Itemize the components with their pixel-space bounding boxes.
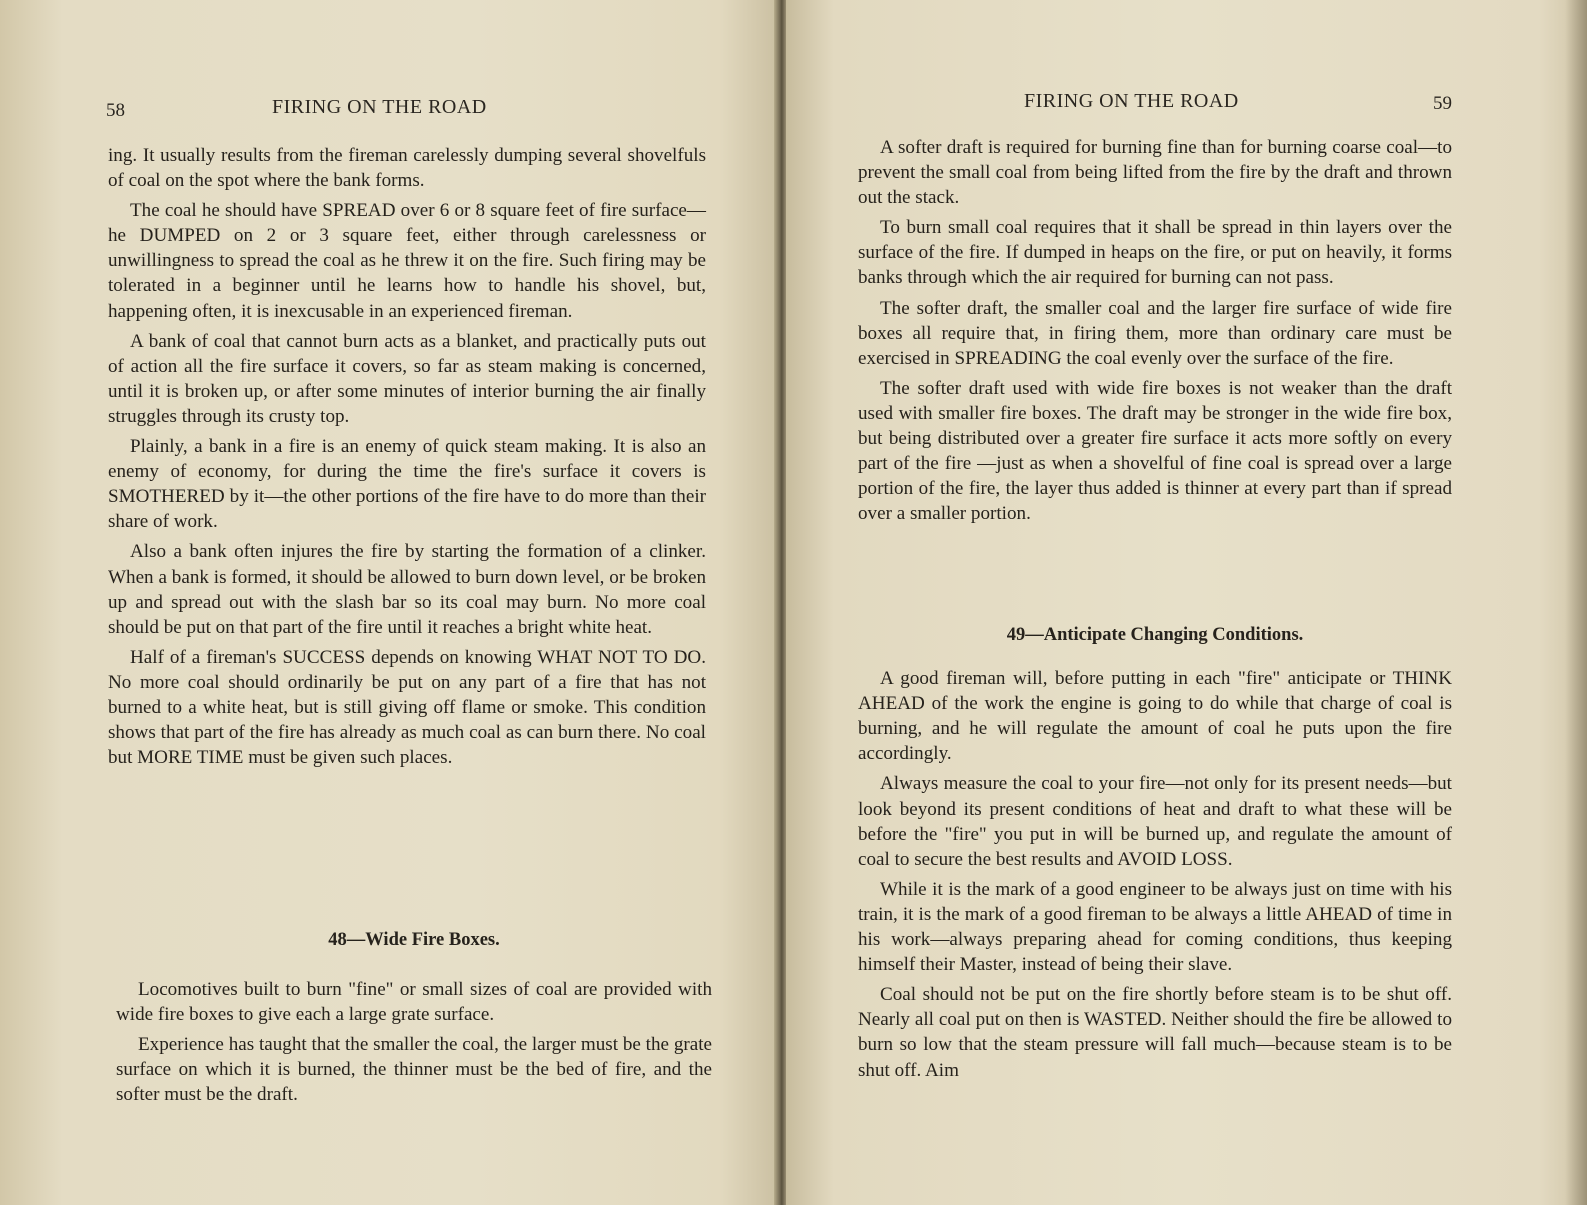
paragraph: The softer draft used with wide fire boxes is not weaker than the draft used with smaller fire boxes. The draft may be stronger in the wide fire box, but being distributed over a greater fire surface it acts more softly on every part of the fire —just as when a shovelful of fine coal is spread over a large portion of the fire, the layer thus added is thinner at every part than if spread over a smaller portion. [858, 377, 1452, 525]
paragraph: The softer draft, the smaller coal and the larger fire surface of wide fire boxes all require that, in firing them, more than ordinary care must be exercised in SPREADING the coal evenly over the surface of the fire. [858, 297, 1452, 369]
section-heading-48: 48—Wide Fire Boxes. [328, 930, 500, 950]
paragraph: The coal he should have SPREAD over 6 or 8 square feet of fire surface—he DUMPED on 2 or 3 square feet, either through carelessness or unwillingness to spread the coal as he threw it on the fire. Such firing may be tolerated in a beginner until he learns how to handle his shovel, but, happening often, it is inexcusable in an experienced fireman. [108, 200, 706, 322]
left-page-number: 58 [106, 100, 125, 121]
paragraph: ing. It usually results from the fireman carelessly dumping several shovelfuls of coal on the spot where the bank forms. [108, 145, 706, 192]
right-section-49 [858, 623, 1452, 1088]
right-body-text [858, 135, 1452, 531]
paragraph: Experience has taught that the smaller the coal, the larger must be the grate surface on which it is burned, the thinner must be the bed of fire, and the softer must be the draft. [116, 1034, 712, 1106]
paragraph: Locomotives built to burn "fine" or small sizes of coal are provided with wide fire boxes to give each a large grate surface. [116, 979, 712, 1026]
paragraph: A bank of coal that cannot burn acts as a blanket, and practically puts out of action all the fire surface it covers, so far as steam making is concerned, until it is broken up, or after some minutes of interior burning the air finally struggles through its crusty top. [108, 330, 706, 427]
right-page [786, 0, 1587, 1205]
left-running-head: FIRING ON THE ROAD [272, 96, 487, 118]
paragraph: Also a bank often injures the fire by starting the formation of a clinker. When a bank is formed, it should be allowed to burn down level, or be broken up and spread out with the slash bar so its coal may burn. No more coal should be put on that part of the fire until it reaches a bright white heat. [108, 541, 706, 638]
page-edge-shadow [1565, 0, 1587, 1205]
paragraph: Always measure the coal to your fire—not only for its present needs—but look beyond its present conditions of heat and draft to what these will be before the "fire" you put in will be burned up, and regulate the amount of coal to secure the best results and AVOID LOSS. [858, 773, 1452, 870]
section-heading-49: 49—Anticipate Changing Conditions. [1006, 625, 1304, 645]
right-running-head: FIRING ON THE ROAD [1024, 90, 1239, 112]
paragraph: A good fireman will, before putting in each "fire" anticipate or THINK AHEAD of the work the engine is going to do while that charge of coal is burning, and he will regulate the amount of coal he puts upon the fire accordingly. [858, 668, 1452, 765]
paragraph: To burn small coal requires that it shall be spread in thin layers over the surface of the fire. If dumped in heaps on the fire, or put on heavily, it forms banks through which the air required for burning can not pass. [858, 217, 1452, 289]
paragraph: Plainly, a bank in a fire is an enemy of quick steam making. It is also an enemy of economy, for during the time the fire's surface it covers is SMOTHERED by it—the other portions of the fire have to do more than their share of work. [108, 436, 706, 533]
paragraph: While it is the mark of a good engineer to be always just on time with his train, it is the mark of a good fireman to be always a little AHEAD of time in his work—always preparing ahead for coming conditions, thus keeping himself their Master, instead of being their slave. [858, 878, 1452, 976]
right-page-number: 59 [1433, 93, 1452, 114]
left-section-48 [116, 928, 712, 1113]
left-body-text [108, 143, 706, 775]
paragraph: Coal should not be put on the fire shortly before steam is to be shut off. Nearly all coal put on then is WASTED. Neither should the fire be allowed to burn so low that the steam pressure will fall much—because steam is to be shut off. Aim [858, 984, 1452, 1081]
left-page [0, 0, 782, 1205]
paragraph: A softer draft is required for burning fine than for burning coarse coal—to prevent the small coal from being lifted from the fire by the draft and thrown out the stack. [858, 137, 1452, 209]
paragraph: Half of a fireman's SUCCESS depends on knowing WHAT NOT TO DO. No more coal should ordinarily be put on any part of a fire that has not burned to a white heat, but is still giving off flame or smoke. This condition shows that part of the fire has already as much coal as can burn there. No coal but MORE TIME must be given such places. [108, 646, 706, 769]
